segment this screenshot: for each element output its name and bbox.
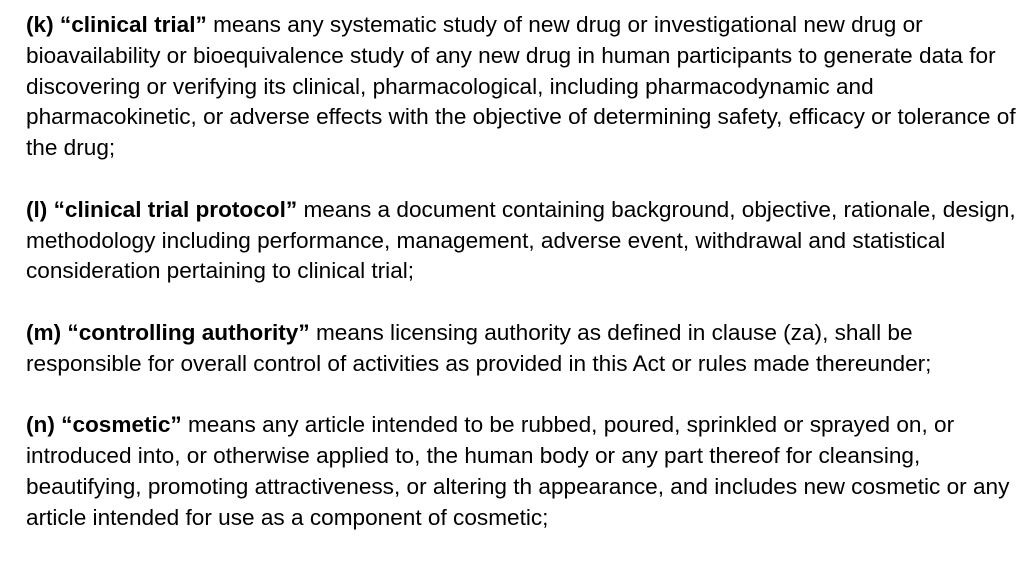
definitions-document: [26, 10, 1018, 534]
clause-n: [26, 410, 1018, 533]
clause-n-label: (n): [26, 412, 55, 438]
clause-l: [26, 195, 1018, 287]
clause-l-label: (l): [26, 196, 48, 222]
clause-k-label: (k): [26, 12, 54, 37]
clause-m-term: “controlling authority”: [67, 319, 310, 345]
clause-k: [26, 10, 1018, 164]
clause-l-term: “clinical trial protocol”: [53, 196, 298, 222]
clause-m: [26, 318, 1018, 380]
clause-k-term: “clinical trial”: [59, 12, 207, 37]
clause-l-definition: means a document containing background, objective, rationale, design, methodology including performance, management, adverse event, withdrawal and statistical consideration pertaining to clinical trial;: [26, 196, 1016, 284]
clause-m-label: (m): [26, 319, 62, 345]
clause-n-term: “cosmetic”: [61, 412, 182, 438]
clause-k-definition: means any systematic study of new drug or investigational new drug or bioavailability or bioequivalence study of any new drug in human participants to generate data for discovering or verifying its clinical, pharmacological, including pharmacodynamic and pharmacokinetic, or adverse effects with the objective of determining safety, efficacy or tolerance of the drug;: [26, 12, 1016, 161]
clause-m-definition: means licensing authority as defined in clause (za), shall be responsible for overall control of activities as provided in this Act or rules made thereunder;: [26, 319, 932, 376]
clause-n-definition: means any article intended to be rubbed, poured, sprinkled or sprayed on, or introduced into, or otherwise applied to, the human body or any part thereof for cleansing, beautifying, promoting attractiveness, or altering th appearance, and includes new cosmetic or any article intended for use as a component of cosmetic;: [26, 412, 1010, 530]
